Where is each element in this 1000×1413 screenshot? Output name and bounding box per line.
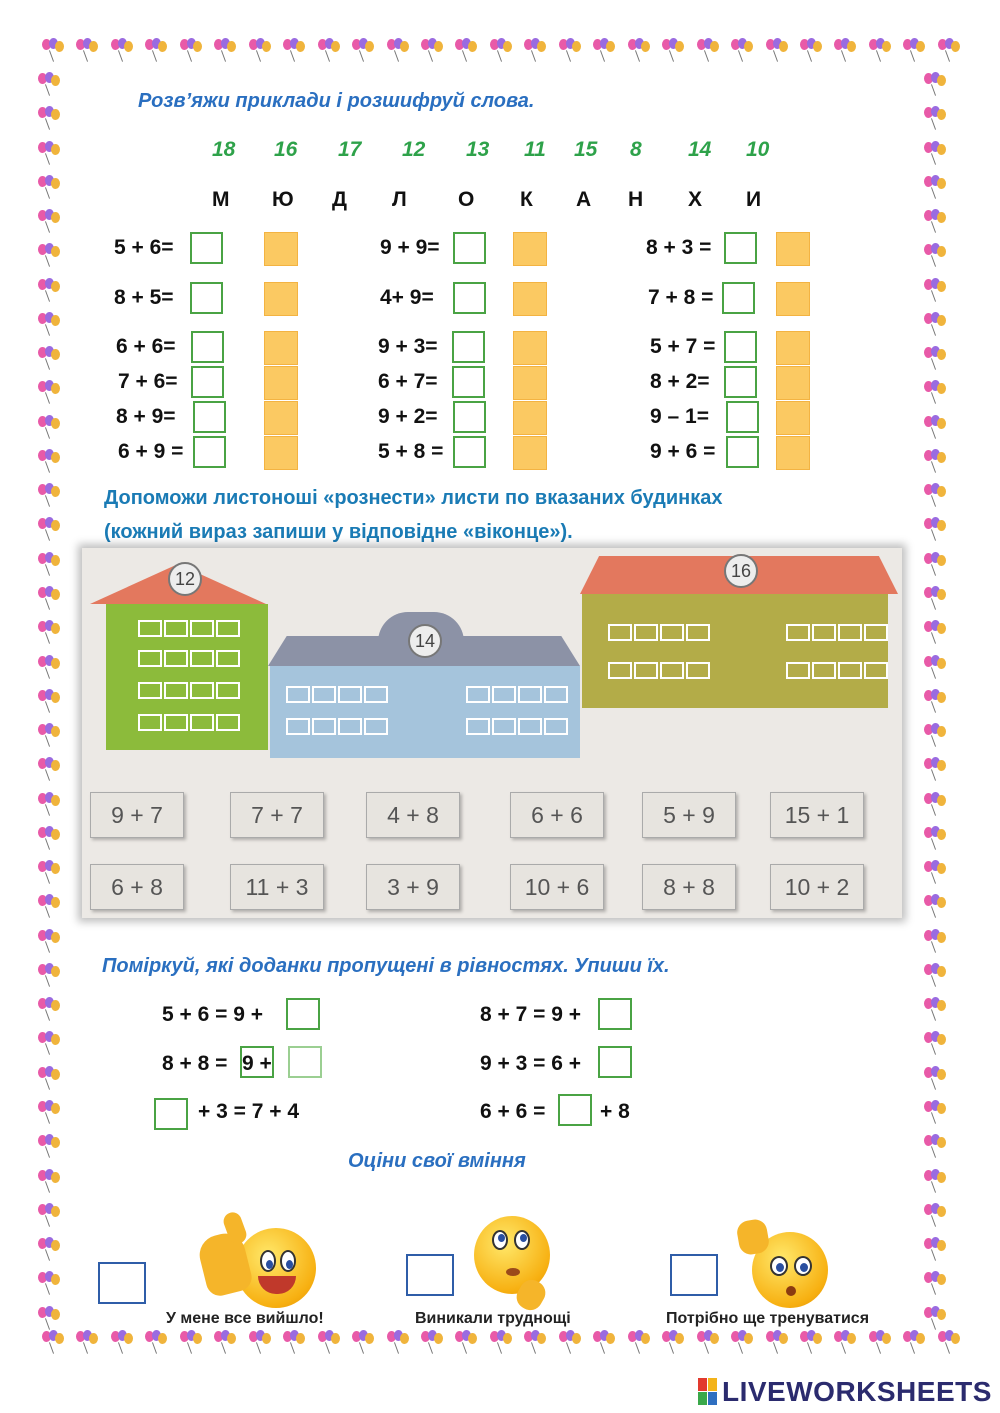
balloon-icon — [36, 689, 60, 713]
answer-number-box[interactable] — [191, 366, 224, 398]
answer-number-box[interactable] — [453, 232, 486, 264]
code-letter: И — [746, 188, 762, 211]
balloon-icon — [832, 38, 856, 62]
balloon-icon — [350, 1330, 374, 1354]
eq-left-2-part: 9 + — [242, 1052, 272, 1075]
balloon-icon — [922, 860, 946, 884]
code-number: 12 — [402, 138, 426, 161]
exercise-expression: 6 + 9 = — [118, 440, 184, 463]
balloon-icon — [36, 278, 60, 302]
exercise-expression: 8 + 3 = — [646, 236, 712, 259]
exercise-expression: 9 + 9= — [380, 236, 440, 259]
balloon-icon — [36, 723, 60, 747]
balloon-icon — [522, 1330, 546, 1354]
balloon-icon — [922, 689, 946, 713]
balloon-icon — [36, 243, 60, 267]
balloon-icon — [557, 38, 581, 62]
balloon-icon — [36, 483, 60, 507]
balloon-icon — [626, 1330, 650, 1354]
answer-number-box[interactable] — [724, 331, 757, 363]
balloon-icon — [36, 449, 60, 473]
rating-box-practice[interactable] — [670, 1254, 718, 1296]
answer-number-box[interactable] — [452, 366, 485, 398]
answer-number-box[interactable] — [191, 331, 224, 363]
exercise-expression: 5 + 6= — [114, 236, 174, 259]
balloon-icon — [385, 38, 409, 62]
eq-left-1: 5 + 6 = 9 + — [162, 1003, 264, 1026]
house-16-number: 16 — [724, 554, 758, 588]
code-number: 11 — [524, 138, 546, 161]
balloon-icon — [36, 552, 60, 576]
balloon-icon — [922, 757, 946, 781]
balloon-icon — [729, 1330, 753, 1354]
balloon-icon — [36, 1271, 60, 1295]
exercise-expression: 9 + 2= — [378, 405, 438, 428]
eq-left-3-answer-box[interactable] — [154, 1098, 188, 1130]
balloon-icon — [922, 997, 946, 1021]
task1-title: Розв’яжи приклади і розшифруй слова. — [138, 90, 535, 112]
balloon-icon — [922, 792, 946, 816]
code-number: 13 — [466, 138, 490, 161]
balloon-icon — [922, 929, 946, 953]
answer-number-box[interactable] — [190, 282, 223, 314]
answer-letter-box[interactable] — [264, 436, 298, 470]
balloon-icon — [281, 1330, 305, 1354]
balloon-icon — [36, 894, 60, 918]
envelope[interactable]: 6 + 8 — [90, 864, 184, 910]
balloon-icon — [922, 175, 946, 199]
answer-number-box[interactable] — [726, 436, 759, 468]
balloon-icon — [764, 1330, 788, 1354]
answer-number-box[interactable] — [452, 331, 485, 363]
code-letter: Ю — [272, 188, 294, 211]
houses-illustration — [82, 548, 902, 918]
balloon-icon — [867, 1330, 891, 1354]
liveworksheets-logo-text: LIVEWORKSHEETS — [722, 1376, 992, 1407]
balloon-icon — [922, 141, 946, 165]
answer-letter-box[interactable] — [776, 366, 810, 400]
balloon-icon — [922, 1100, 946, 1124]
balloon-icon — [36, 346, 60, 370]
balloon-icon — [626, 38, 650, 62]
balloon-icon — [695, 1330, 719, 1354]
code-number: 18 — [212, 138, 236, 161]
answer-letter-box[interactable] — [513, 282, 547, 316]
balloon-icon — [143, 38, 167, 62]
balloon-icon — [922, 106, 946, 130]
balloon-icon — [178, 38, 202, 62]
answer-letter-box[interactable] — [264, 401, 298, 435]
answer-letter-box[interactable] — [776, 282, 810, 316]
code-letter: М — [212, 188, 230, 211]
balloon-icon — [36, 1134, 60, 1158]
balloon-icon — [922, 449, 946, 473]
right-balloon-border — [922, 72, 958, 1330]
exercise-expression: 7 + 8 = — [648, 286, 714, 309]
thinking-smiley-icon — [470, 1210, 560, 1316]
eq-right-1-answer-box[interactable] — [598, 998, 632, 1030]
exercise-expression: 8 + 9= — [116, 405, 176, 428]
balloon-icon — [36, 1100, 60, 1124]
envelope[interactable]: 6 + 6 — [510, 792, 604, 838]
envelope[interactable]: 8 + 8 — [642, 864, 736, 910]
answer-letter-box[interactable] — [776, 436, 810, 470]
code-letter: Д — [332, 188, 347, 211]
balloon-icon — [36, 175, 60, 199]
balloon-icon — [36, 72, 60, 96]
answer-number-box[interactable] — [453, 436, 486, 468]
balloon-icon — [922, 1066, 946, 1090]
envelope[interactable]: 11 + 3 — [230, 864, 324, 910]
balloon-icon — [74, 38, 98, 62]
balloon-icon — [36, 963, 60, 987]
balloon-icon — [36, 141, 60, 165]
balloon-icon — [36, 620, 60, 644]
left-balloon-border — [36, 72, 72, 1330]
balloon-icon — [922, 552, 946, 576]
answer-letter-box[interactable] — [776, 401, 810, 435]
balloon-icon — [591, 1330, 615, 1354]
balloon-icon — [36, 1031, 60, 1055]
balloon-icon — [36, 517, 60, 541]
balloon-icon — [922, 1306, 946, 1330]
balloon-icon — [36, 1203, 60, 1227]
balloon-icon — [922, 1237, 946, 1261]
balloon-icon — [922, 1031, 946, 1055]
code-number: 14 — [688, 138, 712, 161]
exercise-expression: 6 + 7= — [378, 370, 438, 393]
balloon-icon — [922, 620, 946, 644]
eq-right-3-answer-box[interactable] — [558, 1094, 592, 1126]
balloon-icon — [922, 1271, 946, 1295]
balloon-icon — [922, 655, 946, 679]
envelope[interactable]: 4 + 8 — [366, 792, 460, 838]
balloon-icon — [316, 38, 340, 62]
balloon-icon — [922, 312, 946, 336]
house-16 — [582, 594, 888, 708]
answer-number-box[interactable] — [190, 232, 223, 264]
bottom-balloon-border — [40, 1330, 960, 1366]
balloon-icon — [36, 380, 60, 404]
top-balloon-border — [40, 38, 960, 74]
code-number: 16 — [274, 138, 298, 161]
balloon-icon — [36, 1066, 60, 1090]
balloon-icon — [922, 586, 946, 610]
balloon-icon — [36, 655, 60, 679]
balloon-icon — [936, 38, 960, 62]
answer-letter-box[interactable] — [513, 436, 547, 470]
balloon-icon — [901, 1330, 925, 1354]
balloon-icon — [936, 1330, 960, 1354]
answer-number-box[interactable] — [724, 232, 757, 264]
liveworksheets-logo-icon — [698, 1378, 718, 1406]
balloon-icon — [109, 1330, 133, 1354]
balloon-icon — [922, 380, 946, 404]
balloon-icon — [922, 1203, 946, 1227]
rating-label-success: У мене все вийшло! — [166, 1310, 324, 1327]
answer-letter-box[interactable] — [264, 232, 298, 266]
answer-number-box[interactable] — [726, 401, 759, 433]
balloon-icon — [922, 1134, 946, 1158]
answer-number-box[interactable] — [722, 282, 755, 314]
balloon-icon — [591, 38, 615, 62]
envelope[interactable]: 10 + 6 — [510, 864, 604, 910]
house-14-number: 14 — [408, 624, 442, 658]
answer-number-box[interactable] — [193, 436, 226, 468]
balloon-icon — [557, 1330, 581, 1354]
envelope[interactable]: 7 + 7 — [230, 792, 324, 838]
balloon-icon — [36, 757, 60, 781]
balloon-icon — [922, 209, 946, 233]
balloon-icon — [453, 1330, 477, 1354]
balloon-icon — [316, 1330, 340, 1354]
balloon-icon — [109, 38, 133, 62]
answer-letter-box[interactable] — [264, 331, 298, 365]
task2-title-line2: (кожний вираз запиши у відповідне «віконце»). — [104, 521, 573, 543]
exercise-expression: 9 + 3= — [378, 335, 438, 358]
answer-number-box[interactable] — [453, 401, 486, 433]
house-14 — [270, 666, 580, 758]
balloon-icon — [350, 38, 374, 62]
balloon-icon — [40, 1330, 64, 1354]
eq-left-1-answer-box[interactable] — [286, 998, 320, 1030]
balloon-icon — [36, 929, 60, 953]
confused-smiley-icon — [736, 1218, 836, 1310]
exercise-expression: 4+ 9= — [380, 286, 434, 309]
eq-right-1: 8 + 7 = 9 + — [480, 1003, 582, 1026]
balloon-icon — [522, 38, 546, 62]
task2-title-line1: Допоможи листоноші «рознести» листи по вказаних будинках — [104, 487, 723, 509]
eq-right-2: 9 + 3 = 6 + — [480, 1052, 582, 1075]
balloon-icon — [660, 1330, 684, 1354]
balloon-icon — [74, 1330, 98, 1354]
rating-box-success[interactable] — [98, 1262, 146, 1304]
thumbs-up-smiley-icon — [198, 1210, 318, 1320]
balloon-icon — [143, 1330, 167, 1354]
rating-box-difficulty[interactable] — [406, 1254, 454, 1296]
balloon-icon — [922, 963, 946, 987]
answer-letter-box[interactable] — [513, 366, 547, 400]
eq-right-3: 6 + 6 = — [480, 1100, 546, 1123]
balloon-icon — [36, 997, 60, 1021]
code-number: 17 — [338, 138, 362, 161]
code-letter: Х — [688, 188, 703, 211]
balloon-icon — [901, 38, 925, 62]
balloon-icon — [36, 1306, 60, 1330]
balloon-icon — [36, 415, 60, 439]
balloon-icon — [922, 894, 946, 918]
balloon-icon — [36, 1169, 60, 1193]
balloon-icon — [764, 38, 788, 62]
balloon-icon — [922, 483, 946, 507]
eq-right-3-part: + 8 — [600, 1100, 630, 1123]
balloon-icon — [419, 38, 443, 62]
answer-number-box[interactable] — [453, 282, 486, 314]
eq-right-2-answer-box[interactable] — [598, 1046, 632, 1078]
balloon-icon — [247, 1330, 271, 1354]
code-letter: Н — [628, 188, 644, 211]
balloon-icon — [419, 1330, 443, 1354]
task3-title: Поміркуй, які доданки пропущені в рівностях. Упиши їх. — [102, 955, 670, 977]
envelope[interactable]: 10 + 2 — [770, 864, 864, 910]
exercise-expression: 8 + 2= — [650, 370, 710, 393]
balloon-icon — [36, 312, 60, 336]
balloon-icon — [832, 1330, 856, 1354]
balloon-icon — [922, 517, 946, 541]
code-letter: А — [576, 188, 592, 211]
eq-left-2: 8 + 8 = — [162, 1052, 228, 1075]
balloon-icon — [729, 38, 753, 62]
rating-label-practice: Потрібно ще тренуватися — [666, 1310, 870, 1327]
balloon-icon — [798, 1330, 822, 1354]
balloon-icon — [798, 38, 822, 62]
balloon-icon — [385, 1330, 409, 1354]
balloon-icon — [867, 38, 891, 62]
code-letter: К — [520, 188, 533, 211]
balloon-icon — [247, 38, 271, 62]
balloon-icon — [922, 243, 946, 267]
code-number: 8 — [630, 138, 642, 161]
eq-left-3: + 3 = 7 + 4 — [198, 1100, 300, 1123]
balloon-icon — [922, 723, 946, 747]
task4-title: Оціни свої вміння — [348, 1150, 526, 1172]
answer-letter-box[interactable] — [264, 282, 298, 316]
exercise-expression: 9 + 6 = — [650, 440, 716, 463]
envelope[interactable]: 3 + 9 — [366, 864, 460, 910]
balloon-icon — [40, 38, 64, 62]
balloon-icon — [36, 826, 60, 850]
balloon-icon — [922, 346, 946, 370]
balloon-icon — [36, 209, 60, 233]
balloon-icon — [281, 38, 305, 62]
house-12-number: 12 — [168, 562, 202, 596]
envelope[interactable]: 15 + 1 — [770, 792, 864, 838]
balloon-icon — [660, 38, 684, 62]
balloon-icon — [488, 1330, 512, 1354]
exercise-expression: 9 – 1= — [650, 405, 709, 428]
house-12 — [106, 604, 268, 750]
rating-label-difficulty: Виникали труднощі — [415, 1310, 571, 1327]
exercise-expression: 5 + 7 = — [650, 335, 716, 358]
balloon-icon — [695, 38, 719, 62]
answer-letter-box[interactable] — [513, 331, 547, 365]
balloon-icon — [36, 792, 60, 816]
exercise-expression: 8 + 5= — [114, 286, 174, 309]
balloon-icon — [36, 860, 60, 884]
exercise-expression: 6 + 6= — [116, 335, 176, 358]
balloon-icon — [36, 586, 60, 610]
balloon-icon — [922, 415, 946, 439]
answer-letter-box[interactable] — [776, 331, 810, 365]
balloon-icon — [922, 278, 946, 302]
balloon-icon — [36, 1237, 60, 1261]
envelope[interactable]: 9 + 7 — [90, 792, 184, 838]
balloon-icon — [212, 38, 236, 62]
answer-number-box[interactable] — [193, 401, 226, 433]
eq-left-2-answer-box[interactable] — [288, 1046, 322, 1078]
balloon-icon — [36, 106, 60, 130]
balloon-icon — [922, 72, 946, 96]
answer-letter-box[interactable] — [513, 232, 547, 266]
exercise-expression: 5 + 8 = — [378, 440, 444, 463]
balloon-icon — [922, 1169, 946, 1193]
answer-letter-box[interactable] — [776, 232, 810, 266]
envelope[interactable]: 5 + 9 — [642, 792, 736, 838]
balloon-icon — [212, 1330, 236, 1354]
answer-letter-box[interactable] — [264, 366, 298, 400]
answer-letter-box[interactable] — [513, 401, 547, 435]
code-letter: О — [458, 188, 475, 211]
code-number: 10 — [746, 138, 770, 161]
balloon-icon — [453, 38, 477, 62]
code-letter: Л — [392, 188, 407, 211]
balloon-icon — [922, 826, 946, 850]
balloon-icon — [488, 38, 512, 62]
balloon-icon — [178, 1330, 202, 1354]
exercise-expression: 7 + 6= — [118, 370, 178, 393]
answer-number-box[interactable] — [724, 366, 757, 398]
code-number: 15 — [574, 138, 598, 161]
